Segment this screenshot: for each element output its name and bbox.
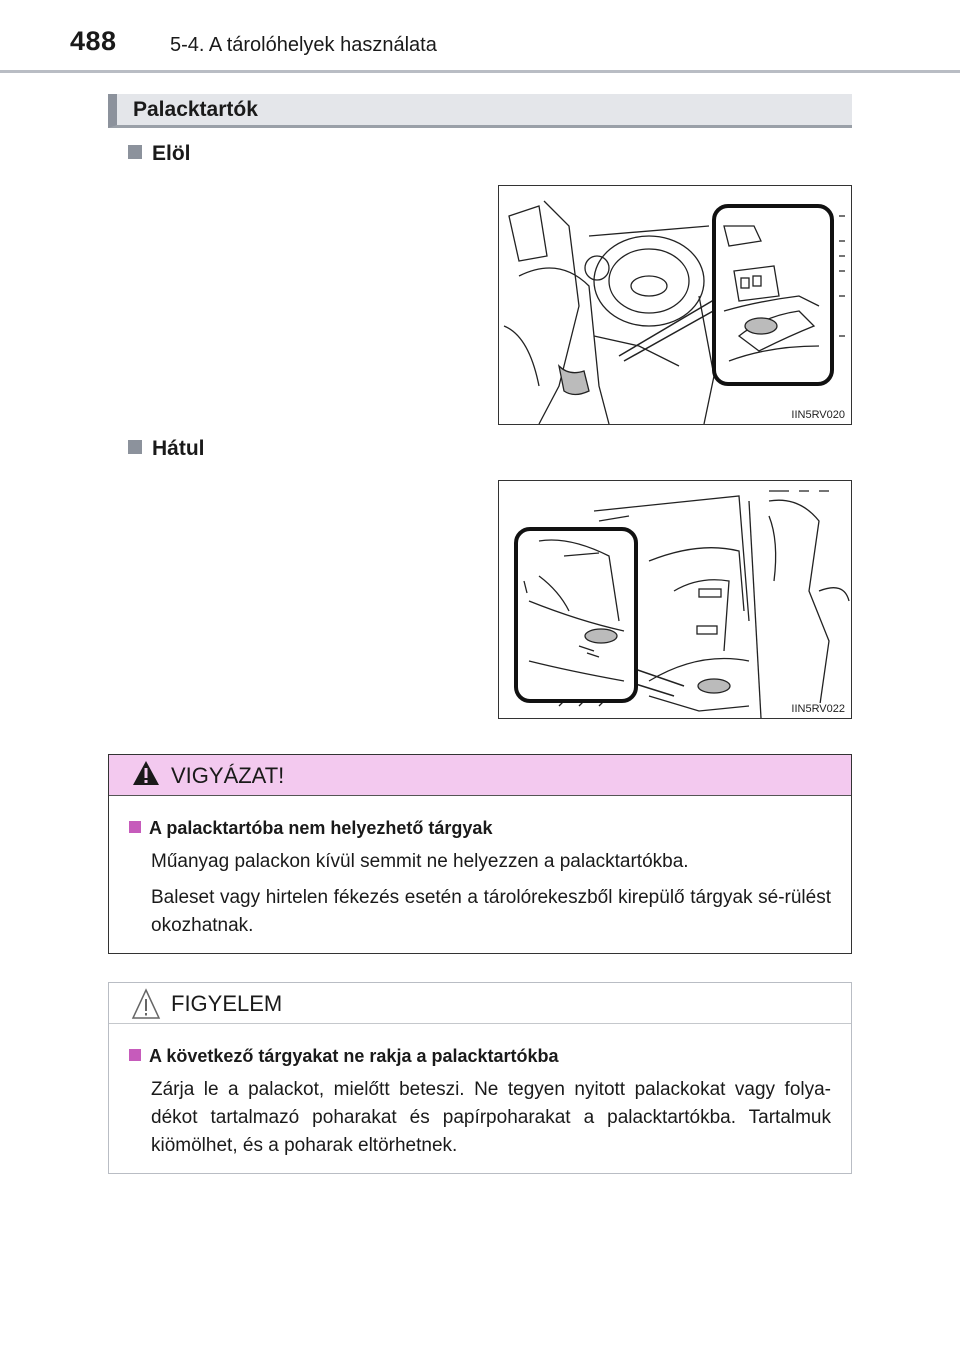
rear-figure-code: IIN5RV022 (791, 703, 845, 715)
section-title: Palacktartók (133, 98, 258, 121)
section-header (108, 94, 852, 128)
caution-title: VIGYÁZAT! (171, 763, 285, 788)
front-heading-label: Elöl (152, 142, 191, 165)
caution-bullet (129, 814, 831, 842)
warning-triangle-icon (131, 759, 161, 787)
caution-header (109, 755, 851, 796)
caution-paragraph: Műanyag palackon kívül semmit ne helyezzen a palacktartókba. (151, 851, 689, 872)
notice-box (108, 982, 852, 1174)
caution-body (109, 796, 851, 966)
rear-heading-label: Hátul (152, 437, 205, 460)
chapter-title: 5-4. A tárolóhelyek használata (170, 34, 437, 56)
header-divider (0, 70, 960, 73)
notice-header (109, 983, 851, 1024)
square-bullet-icon (128, 440, 142, 454)
rear-door-illustration (499, 481, 851, 718)
notice-bullet (129, 1042, 831, 1070)
rear-figure (498, 480, 852, 719)
caution-box (108, 754, 852, 954)
notice-body (109, 1024, 851, 1186)
notice-bullet-text: A következő tárgyakat ne rakja a palacktartókba (149, 1046, 559, 1066)
square-bullet-icon (129, 1049, 141, 1061)
caution-bullet-text: A palacktartóba nem helyezhető tárgyak (149, 818, 493, 838)
rear-heading (128, 437, 205, 461)
notice-paragraph: Zárja le a palackot, mielőtt beteszi. Ne tegyen nyitott palackokat vagy folya-dékot tartalmazó poharakat és papírpoharakat a palacktartókba. Tartalmuk kiömölhet, és a poharak eltörhetnek. (151, 1079, 831, 1156)
page-number: 488 (70, 26, 117, 56)
caution-paragraph: Baleset vagy hirtelen fékezés esetén a tárolórekeszből kirepülő tárgyak sé-rülést okozhatnak. (151, 887, 831, 936)
front-heading (128, 142, 191, 166)
front-figure-code: IIN5RV020 (791, 409, 845, 421)
caution-outline-triangle-icon (131, 987, 161, 1021)
front-dashboard-illustration (499, 186, 851, 424)
notice-title: FIGYELEM (171, 991, 283, 1016)
square-bullet-icon (129, 821, 141, 833)
front-figure (498, 185, 852, 425)
square-bullet-icon (128, 145, 142, 159)
